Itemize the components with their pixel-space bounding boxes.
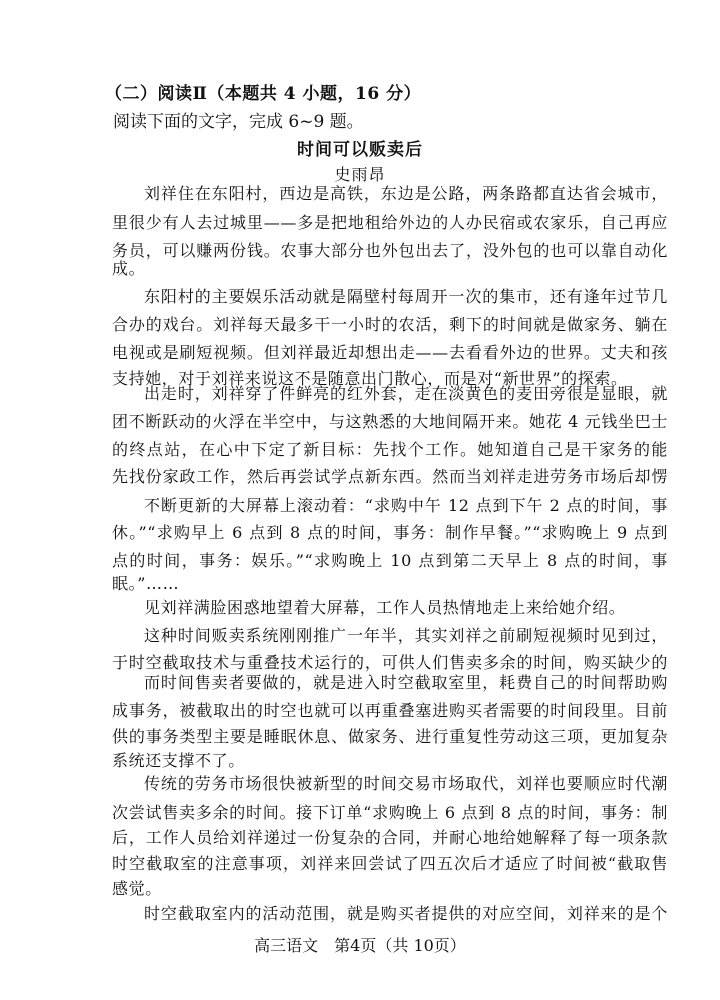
question-instruction: 阅读下面的文字，完成 6~9 题。 [113,112,364,132]
article-line: 出走时，刘祥穿了件鲜亮的红外套，走在淡黄色的麦田旁很是显眼，就 [144,384,668,403]
article-line: 这种时间贩卖系统刚刚推广一年半，其实刘祥之前刷短视频时见到过， [144,626,668,645]
article-line: 而时间售卖者要做的，就是进入时空截取室里，耗费自己的时间帮助购 [144,673,668,692]
page-footer: 高三语文 第4页（共 10页） [254,936,466,955]
article-line: 传统的劳务市场很快被新型的时间交易市场取代，刘祥也要顺应时代潮 [144,774,668,793]
section-heading: （二）阅读Ⅱ（本题共 4 小题，16 分） [105,84,422,104]
article-line: 务员，可以赚两份钱。农事大部分也外包出去了，没外包的也可以靠自动化 [112,241,668,260]
article-title: 时间可以贩卖后 [297,140,423,160]
article-line: 刘祥住在东阳村，西边是高铁，东边是公路，两条路都直达省会城市， [144,184,668,203]
article-line: 成。 [112,259,146,278]
article-line: 支持她，对于刘祥来说这不是随意出门散心，而是对“新世界”的探索。 [112,369,628,388]
article-line: 成事务，被截取出的时空也就可以再重叠塞进购买者需要的时间段里。目前 [112,701,668,720]
article-line: 先找份家政工作，然后再尝试学点新东西。然而当刘祥走进劳务市场后却愣 [112,467,668,486]
article-line: 合办的戏台。刘祥每天最多干一小时的农活，剩下的时间就是做家务、躺在 [112,315,668,334]
article-line: 东阳村的主要娱乐活动就是隔壁村每周开一次的集市，还有逢年过节几 [144,287,668,306]
article-line: 团不断跃动的火浮在半空中，与这熟悉的大地间隔开来。她花 4 元钱坐巴士 [112,412,668,431]
article-line: 点的时间，事务：娱乐。”“求购晚上 10 点到第二天早上 8 点的时间，事 [112,551,668,570]
article-line: 供的事务类型主要是睡眠休息、做家务、进行重复性劳动这三项，更加复杂 [112,727,668,746]
article-author: 史雨昂 [334,165,386,184]
article-line: 次尝试售卖多余的时间。接下订单“求购晚上 6 点到 8 点的时间，事务：制 [112,803,668,822]
article-line: 电视或是刷短视频。但刘祥最近却想出走——去看看外边的世界。丈夫和孩 [112,343,668,362]
article-line: 后，工作人员给刘祥递过一份复杂的合同，并耐心地给她解释了每一项条款 [112,828,668,847]
article-line: 感觉。 [112,879,162,898]
article-line: 眠。”…… [112,574,180,593]
article-line: 时空截取室内的活动范围，就是购买者提供的对应空间，刘祥来的是个 [144,904,668,923]
article-line: 于时空截取技术与重叠技术运行的，可供人们售卖多余的时间，购买缺少的 [112,653,668,672]
article-line: 见刘祥满脸困惑地望着大屏幕，工作人员热情地走上来给她介绍。 [144,598,626,617]
article-line: 系统还支撑不了。 [112,751,245,770]
article-line: 时空截取室的注意事项，刘祥来回尝试了四五次后才适应了时间被“截取售 [112,854,668,873]
article-line: 不断更新的大屏幕上滚动着：“求购中午 12 点到下午 2 点的时间，事 [144,496,668,515]
article-line: 的终点站，在心中下定了新目标：先找个工作。她知道自己是干家务的能 [112,440,668,459]
article-line: 里很少有人去过城里——多是把地租给外边的人办民宿或农家乐，自己再应 [112,213,668,232]
article-line: 休。”“求购早上 6 点到 8 点的时间，事务：制作早餐。”“求购晚上 9 点到 [112,523,668,542]
